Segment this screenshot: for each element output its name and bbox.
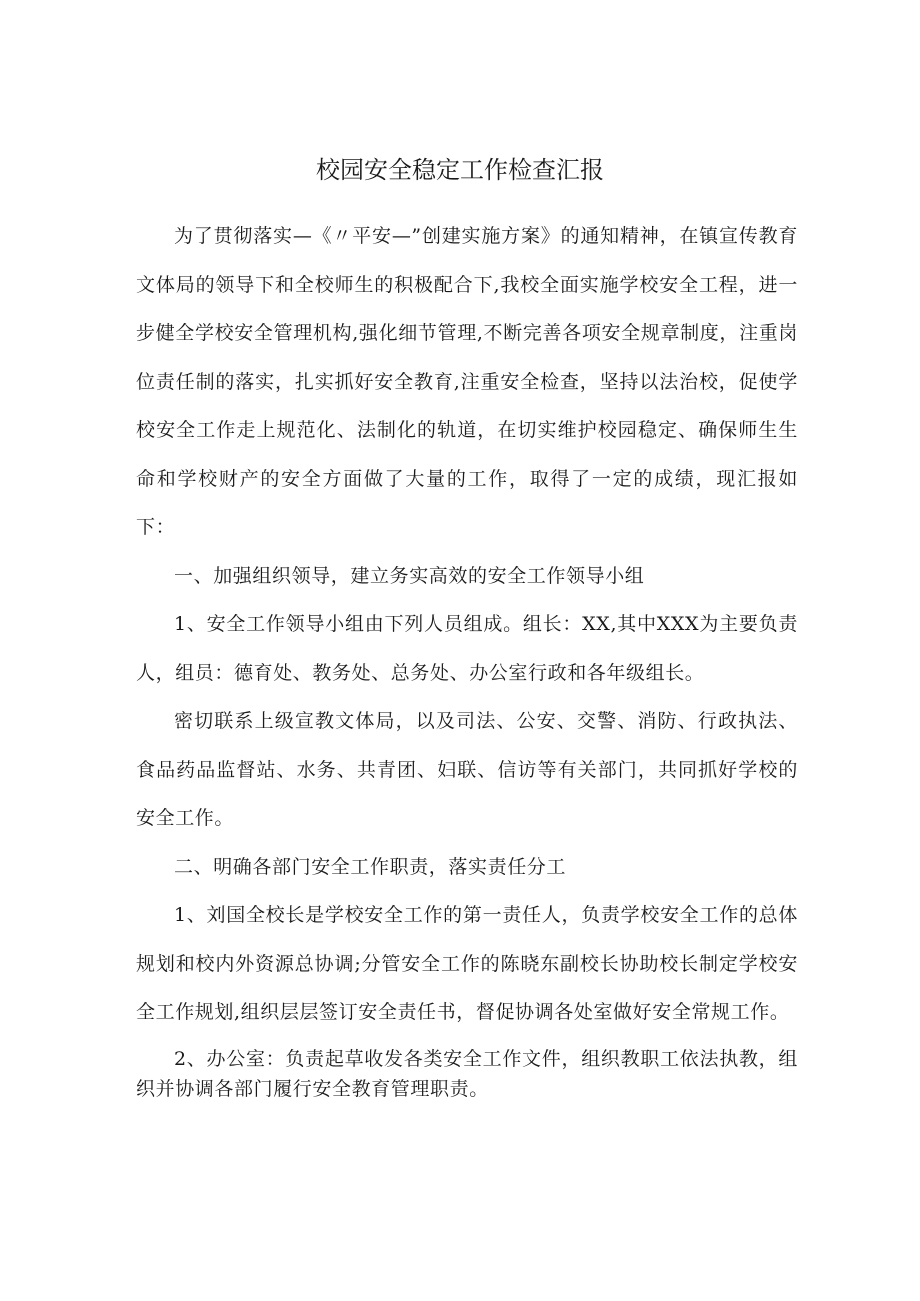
paragraph-contact-departments: 密切联系上级宣教文体局，以及司法、公安、交警、消防、行政执法、食品药品监督站、水务、共青团、妇联、信访等有关部门，共同抓好学校的安全工作。 — [136, 710, 798, 829]
paragraph-office-duty: 2、办公室：负责起草收发各类安全工作文件，组织教职工依法执教，组织并协调各部门履行安全教育管理职责。 — [136, 1047, 798, 1100]
paragraph-leadership-group: 1、安全工作领导小组由下列人员组成。组长：XX,其中XXX为主要负责人，组员：德育处、教务处、总务处、办公室行政和各年级组长。 — [136, 613, 798, 684]
section-heading-1: 一、加强组织领导，建立务实高效的安全工作领导小组 — [174, 564, 645, 587]
paragraph-intro: 为了贯彻落实—《〃平安—”创建实施方案》的通知精神，在镇宣传教育文体局的领导下和全校师生的积极配合下,我校全面实施学校安全工程，进一步健全学校安全管理机构,强化细节管理,不断完善各项安全规章制度，注重岗位责任制的落实，扎实抓好安全教育,注重安全检查，坚持以法治校，促使学校安全工作走上规范化、法制化的轨道，在切实维护校园稳定、确保师生生命和学校财产的安全方面做了大量的工作，取得了一定的成绩，现汇报如下： — [136, 225, 798, 538]
document-title: 校园安全稳定工作检查汇报 — [316, 156, 604, 184]
document-body — [136, 212, 798, 1104]
section-heading-2: 二、明确各部门安全工作职责，落实责任分工 — [174, 855, 567, 878]
paragraph-principal-duty: 1、刘国全校长是学校安全工作的第一责任人，负责学校安全工作的总体规划和校内外资源总协调;分管安全工作的陈晓东副校长协助校长制定学校安全工作规划,组织层层签订安全责任书，督促协调各处室做好安全常规工作。 — [136, 904, 798, 1023]
